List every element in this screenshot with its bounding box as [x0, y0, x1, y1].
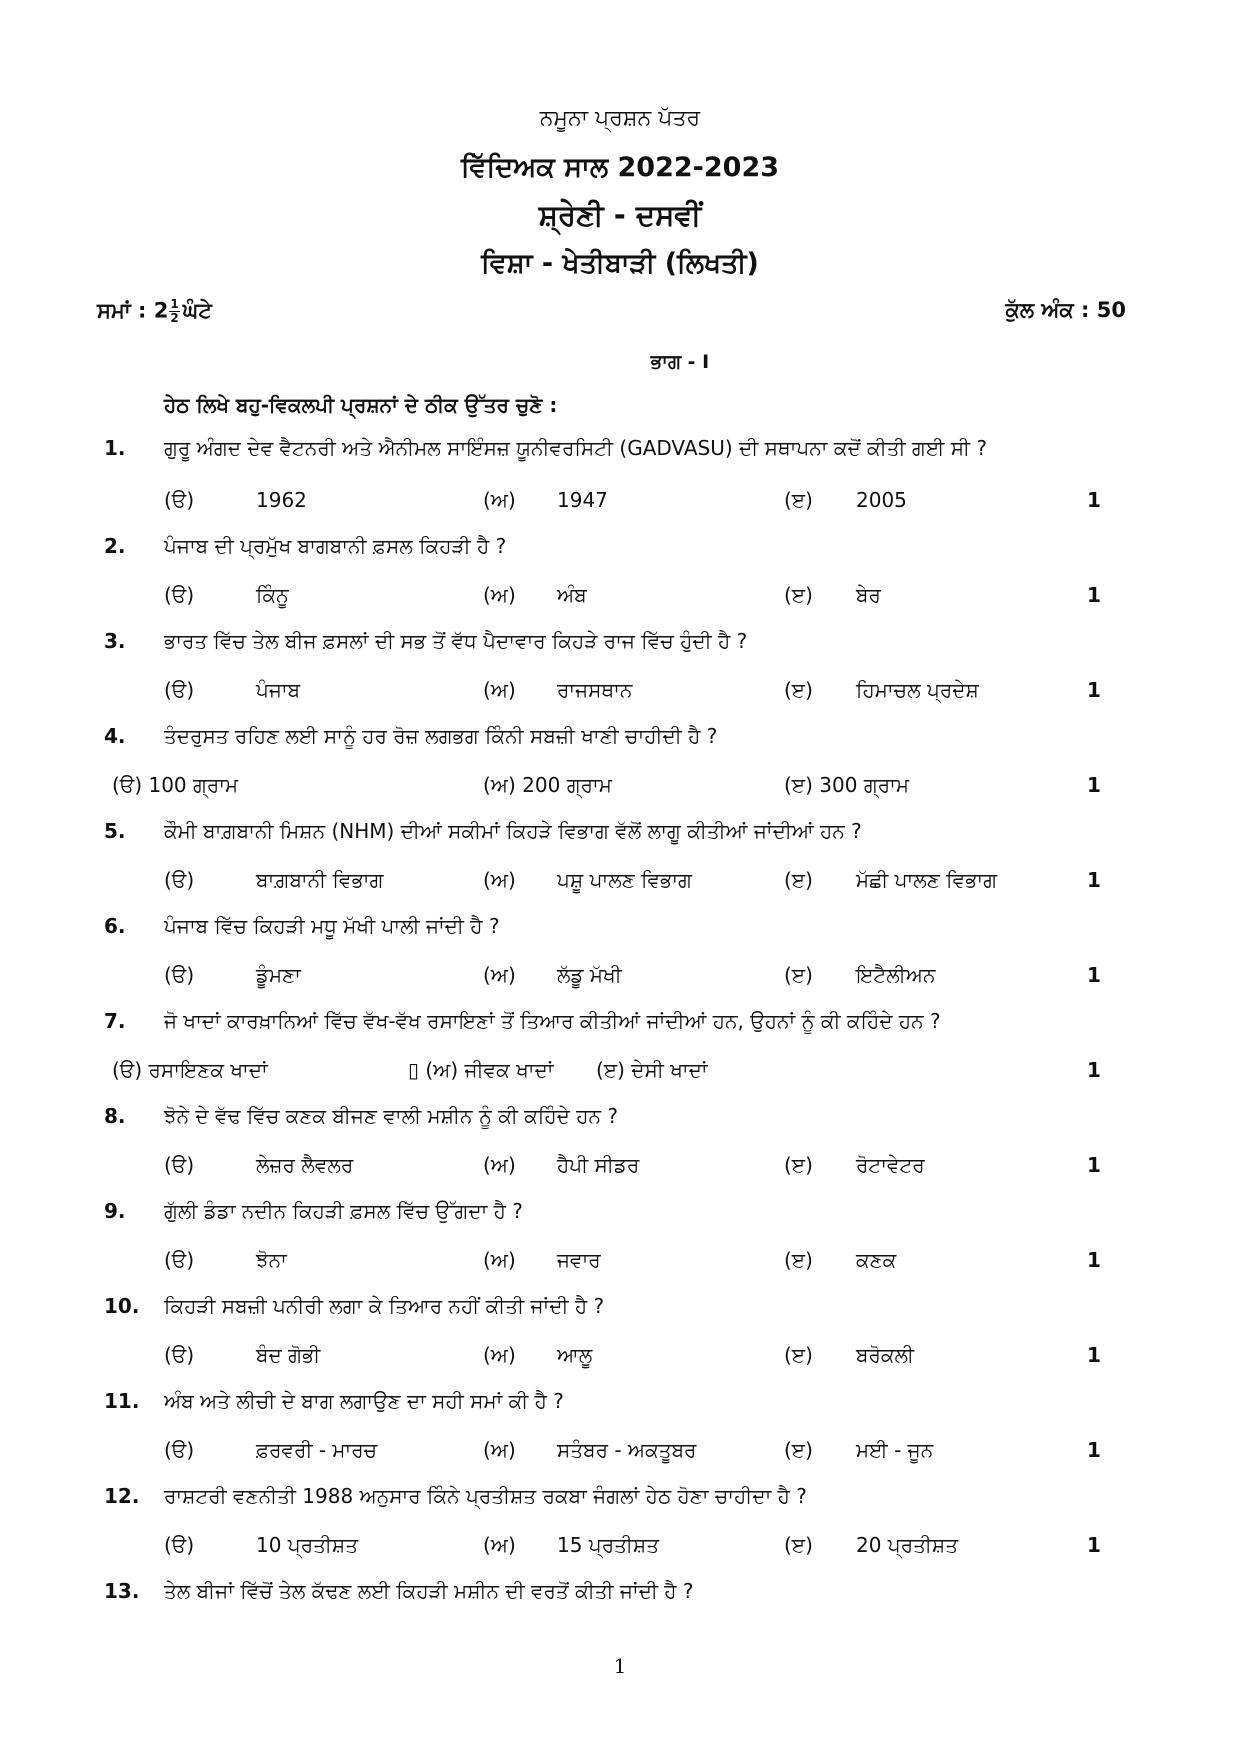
instruction-text: ਹੇਠ ਲਿਖੇ ਬਹੁ-ਵਿਕਲਪੀ ਪ੍ਰਸ਼ਨਾਂ ਦੇ ਠੀਕ ਉੱਤਰ ਚੁਣੋ :: [164, 393, 558, 417]
option-c: ਮੱਛੀ ਪਾਲਣ ਵਿਭਾਗ: [856, 868, 998, 892]
option-a: ਝੋਨਾ: [256, 1248, 287, 1272]
option-a: ਡੂੰਮਣਾ: [256, 963, 301, 987]
option-label-a: (ੳ): [164, 678, 195, 702]
question-marks: 1: [1087, 583, 1101, 607]
option-c: (ੲ) ਦੇਸੀ ਖਾਦਾਂ: [596, 1058, 708, 1082]
option-c: ਰੋਟਾਵੇਟਰ: [856, 1153, 925, 1177]
question-number: 1.: [104, 436, 126, 460]
question-text: ਪੰਜਾਬ ਵਿੱਚ ਕਿਹੜੀ ਮਧੂ ਮੱਖੀ ਪਾਲੀ ਜਾਂਦੀ ਹੈ ?: [164, 914, 500, 938]
question-marks: 1: [1087, 1153, 1101, 1177]
option-a: ਬੰਦ ਗੋਭੀ: [256, 1343, 321, 1367]
question-number: 12.: [104, 1484, 140, 1508]
option-c: ਇਟੈਲੀਅਨ: [856, 963, 936, 987]
option-a: (ੳ) 100 ਗ੍ਰਾਮ: [112, 773, 239, 797]
time-fraction: [169, 298, 179, 325]
option-b: ਲੱਡੂ ਮੱਖੀ: [557, 963, 622, 987]
option-label-b: (ਅ): [483, 1533, 516, 1557]
question-row: [0, 1199, 1240, 1229]
option-label-c: (ੲ): [784, 583, 813, 607]
options-row: [0, 1438, 1240, 1468]
time-unit: ਘੰਟੇ: [182, 298, 212, 323]
option-c: ਕਣਕ: [856, 1248, 897, 1272]
question-text: ਰਾਸ਼ਟਰੀ ਵਣਨੀਤੀ 1988 ਅਨੁਸਾਰ ਕਿੰਨੇ ਪ੍ਰਤੀਸ਼ਤ ਰਕਬਾ ਜੰਗਲਾਂ ਹੇਠ ਹੋਣਾ ਚਾਹੀਦਾ ਹੈ ?: [164, 1484, 807, 1508]
option-label-c: (ੲ): [784, 1438, 813, 1462]
question-marks: 1: [1087, 678, 1101, 702]
option-label-a: (ੳ): [164, 1153, 195, 1177]
class-heading: ਸ਼੍ਰੇਣੀ - ਦਸਵੀਂ: [538, 198, 702, 232]
options-row: [0, 1248, 1240, 1278]
option-label-c: (ੲ): [784, 868, 813, 892]
question-text: ਤੰਦਰੁਸਤ ਰਹਿਣ ਲਈ ਸਾਨੂੰ ਹਰ ਰੋਜ਼ ਲਗਭਗ ਕਿੰਨੀ ਸਬਜ਼ੀ ਖਾਣੀ ਚਾਹੀਦੀ ਹੈ ?: [164, 724, 718, 748]
option-label-a: (ੳ): [164, 1248, 195, 1272]
page-number: 1: [613, 1654, 627, 1678]
question-row: [0, 914, 1240, 944]
question-marks: 1: [1087, 868, 1101, 892]
option-label-a: (ੳ): [164, 963, 195, 987]
question-row: [0, 629, 1240, 659]
question-text: ਕੌਮੀ ਬਾਗ਼ਬਾਨੀ ਮਿਸ਼ਨ (NHM) ਦੀਆਂ ਸਕੀਮਾਂ ਕਿਹੜੇ ਵਿਭਾਗ ਵੱਲੋਂ ਲਾਗੂ ਕੀਤੀਆਂ ਜਾਂਦੀਆਂ ਹਨ ?: [164, 819, 862, 843]
question-number: 6.: [104, 914, 126, 938]
option-a: ਕਿੰਨੂ: [256, 583, 289, 607]
question-number: 8.: [104, 1104, 126, 1128]
option-label-b: (ਅ): [483, 1248, 516, 1272]
options-row: [0, 678, 1240, 708]
options-row: [0, 963, 1240, 993]
option-b: ਸਤੰਬਰ - ਅਕਤੂਬਰ: [557, 1438, 697, 1462]
option-label-a: (ੳ): [164, 1343, 195, 1367]
options-row: [0, 583, 1240, 613]
option-b: ਅੰਬ: [557, 583, 587, 607]
question-number: 3.: [104, 629, 126, 653]
question-marks: 1: [1087, 1248, 1101, 1272]
option-label-b: (ਅ): [483, 868, 516, 892]
option-label-c: (ੲ): [784, 1343, 813, 1367]
option-a: ਫ਼ਰਵਰੀ - ਮਾਰਚ: [256, 1438, 378, 1462]
question-number: 2.: [104, 534, 126, 558]
total-marks: ਕੁੱਲ ਅੰਕ : 50: [1005, 298, 1126, 322]
question-marks: 1: [1087, 773, 1101, 797]
option-b: 15 ਪ੍ਰਤੀਸ਼ਤ: [557, 1533, 660, 1557]
section-title: ਭਾਗ - I: [650, 351, 710, 373]
question-text: ਝੋਨੇ ਦੇ ਵੱਢ ਵਿੱਚ ਕਣਕ ਬੀਜਣ ਵਾਲੀ ਮਸ਼ੀਨ ਨੂੰ ਕੀ ਕਹਿੰਦੇ ਹਨ ?: [164, 1104, 618, 1128]
option-label-b: (ਅ): [483, 1438, 516, 1462]
options-row: [0, 868, 1240, 898]
option-a: ਲੇਜ਼ਰ ਲੈਵਲਰ: [256, 1153, 354, 1177]
option-b: ਰਾਜਸਥਾਨ: [557, 678, 633, 702]
question-text: ਗੁਰੂ ਅੰਗਦ ਦੇਵ ਵੈਟਨਰੀ ਅਤੇ ਐਨੀਮਲ ਸਾਇੰਸਜ਼ ਯੂਨੀਵਰਸਿਟੀ (GADVASU) ਦੀ ਸਥਾਪਨਾ ਕਦੋਂ ਕੀਤੀ ਗਈ ਸੀ ?: [164, 436, 988, 460]
academic-year-heading: ਵਿੱਦਿਅਕ ਸਾਲ 2022-2023: [460, 152, 780, 183]
time-label: ਸਮਾਂ : 2: [97, 298, 169, 323]
question-number: 10.: [104, 1294, 140, 1318]
question-text: ਗੁੱਲੀ ਡੰਡਾ ਨਦੀਨ ਕਿਹੜੀ ਫ਼ਸਲ ਵਿੱਚ ਉੱਗਦਾ ਹੈ ?: [164, 1199, 523, 1223]
question-row: [0, 436, 1240, 466]
question-number: 9.: [104, 1199, 126, 1223]
option-c: ਬਰੋਕਲੀ: [856, 1343, 915, 1367]
question-number: 11.: [104, 1389, 140, 1413]
question-text: ਤੇਲ ਬੀਜਾਂ ਵਿੱਚੋਂ ਤੇਲ ਕੱਢਣ ਲਈ ਕਿਹੜੀ ਮਸ਼ੀਨ ਦੀ ਵਰਤੋਂ ਕੀਤੀ ਜਾਂਦੀ ਹੈ ?: [164, 1579, 694, 1603]
question-marks: 1: [1087, 963, 1101, 987]
option-label-a: (ੳ): [164, 1533, 195, 1557]
option-label-c: (ੲ): [784, 678, 813, 702]
option-label-c: (ੲ): [784, 1248, 813, 1272]
options-row: [0, 1153, 1240, 1183]
option-b: (ਅ) 200 ਗ੍ਰਾਮ: [483, 773, 612, 797]
question-number: 5.: [104, 819, 126, 843]
question-marks: 1: [1087, 1343, 1101, 1367]
question-marks: 1: [1087, 1533, 1101, 1557]
time-allowed: [97, 298, 212, 325]
question-text: ਜੋ ਖਾਦਾਂ ਕਾਰਖ਼ਾਨਿਆਂ ਵਿੱਚ ਵੱਖ-ਵੱਖ ਰਸਾਇਣਾਂ ਤੋਂ ਤਿਆਰ ਕੀਤੀਆਂ ਜਾਂਦੀਆਂ ਹਨ, ਉਹਨਾਂ ਨੂੰ ਕੀ ਕਹਿੰਦੇ ਹਨ ?: [164, 1009, 941, 1033]
option-a: 10 ਪ੍ਰਤੀਸ਼ਤ: [256, 1533, 359, 1557]
question-row: [0, 1294, 1240, 1324]
option-b: ਪਸ਼ੂ ਪਾਲਣ ਵਿਭਾਗ: [557, 868, 692, 892]
option-a: ਬਾਗ਼ਬਾਨੀ ਵਿਭਾਗ: [256, 868, 384, 892]
option-label-a: (ੳ): [164, 1438, 195, 1462]
question-row: [0, 1104, 1240, 1134]
option-label-b: (ਅ): [483, 583, 516, 607]
option-a: ਪੰਜਾਬ: [256, 678, 301, 702]
option-c: 20 ਪ੍ਰਤੀਸ਼ਤ: [856, 1533, 959, 1557]
question-row: [0, 1484, 1240, 1514]
option-c: ਬੇਰ: [856, 583, 881, 607]
option-label-a: (ੳ): [164, 488, 195, 512]
fraction-numerator: 1: [170, 297, 179, 311]
question-text: ਭਾਰਤ ਵਿੱਚ ਤੇਲ ਬੀਜ ਫ਼ਸਲਾਂ ਦੀ ਸਭ ਤੋਂ ਵੱਧ ਪੈਦਾਵਾਰ ਕਿਹੜੇ ਰਾਜ ਵਿੱਚ ਹੁੰਦੀ ਹੈ ?: [164, 629, 748, 653]
option-b: 1947: [557, 488, 608, 512]
options-row: [0, 1058, 1240, 1088]
fraction-denominator: 2: [170, 311, 179, 325]
options-row: [0, 773, 1240, 803]
option-label-b: (ਅ): [483, 1343, 516, 1367]
question-row: [0, 1389, 1240, 1419]
question-text: ਕਿਹੜੀ ਸਬਜ਼ੀ ਪਨੀਰੀ ਲਗਾ ਕੇ ਤਿਆਰ ਨਹੀਂ ਕੀਤੀ ਜਾਂਦੀ ਹੈ ?: [164, 1294, 605, 1318]
option-b: ਆਲੂ: [557, 1343, 593, 1367]
option-label-c: (ੲ): [784, 1533, 813, 1557]
question-text: ਪੰਜਾਬ ਦੀ ਪ੍ਰਮੁੱਖ ਬਾਗਬਾਨੀ ਫ਼ਸਲ ਕਿਹੜੀ ਹੈ ?: [164, 534, 507, 558]
option-label-b: (ਅ): [483, 678, 516, 702]
option-label-c: (ੲ): [784, 1153, 813, 1177]
options-row: [0, 1533, 1240, 1563]
option-label-b: (ਅ): [483, 1153, 516, 1177]
question-row: [0, 819, 1240, 849]
option-label-a: (ੳ): [164, 868, 195, 892]
option-label-b: (ਅ): [483, 963, 516, 987]
option-b: ਜਵਾਰ: [557, 1248, 601, 1272]
subject-heading: ਵਿਸ਼ਾ - ਖੇਤੀਬਾੜੀ (ਲਿਖਤੀ): [481, 248, 759, 279]
question-row: [0, 534, 1240, 564]
question-row: [0, 1009, 1240, 1039]
paper-type-heading: ਨਮੂਨਾ ਪ੍ਰਸ਼ਨ ਪੱਤਰ: [539, 106, 701, 131]
question-marks: 1: [1087, 1058, 1101, 1082]
option-b: ਹੈਪੀ ਸੀਡਰ: [557, 1153, 640, 1177]
option-label-c: (ੲ): [784, 488, 813, 512]
option-c: (ੲ) 300 ਗ੍ਰਾਮ: [784, 773, 910, 797]
question-row: [0, 724, 1240, 754]
option-a: 1962: [256, 488, 307, 512]
option-c: ਮਈ - ਜੂਨ: [856, 1438, 934, 1462]
question-text: ਅੰਬ ਅਤੇ ਲੀਚੀ ਦੇ ਬਾਗ ਲਗਾਉਣ ਦਾ ਸਹੀ ਸਮਾਂ ਕੀ ਹੈ ?: [164, 1389, 564, 1413]
options-row: [0, 1343, 1240, 1373]
option-label-b: (ਅ): [483, 488, 516, 512]
option-c: ਹਿਮਾਚਲ ਪ੍ਰਦੇਸ਼: [856, 678, 979, 702]
option-a: (ੳ) ਰਸਾਇਣਕ ਖਾਦਾਂ: [112, 1058, 268, 1082]
question-number: 13.: [104, 1579, 140, 1603]
option-b: ▯ (ਅ) ਜੀਵਕ ਖਾਦਾਂ: [408, 1058, 554, 1082]
option-label-c: (ੲ): [784, 963, 813, 987]
options-row: [0, 488, 1240, 518]
option-label-a: (ੳ): [164, 583, 195, 607]
question-row: [0, 1579, 1240, 1609]
option-c: 2005: [856, 488, 907, 512]
question-marks: 1: [1087, 488, 1101, 512]
question-number: 7.: [104, 1009, 126, 1033]
question-marks: 1: [1087, 1438, 1101, 1462]
question-number: 4.: [104, 724, 126, 748]
